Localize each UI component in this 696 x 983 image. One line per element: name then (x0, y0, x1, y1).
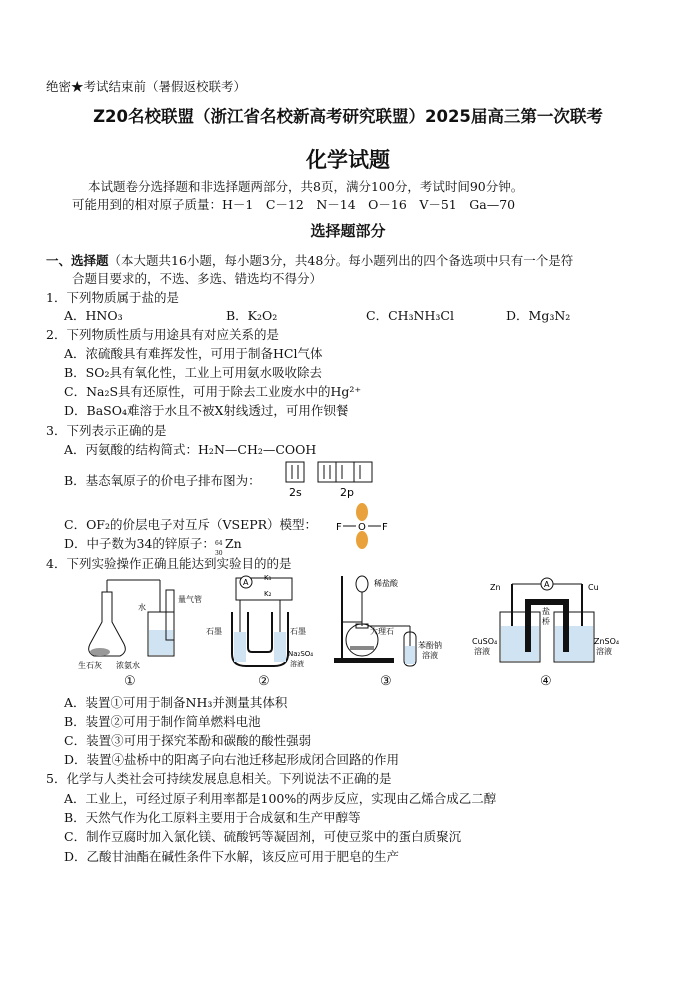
q2-option-b: B．SO₂具有氧化性，工业上可用氨水吸收除去 (64, 365, 323, 380)
figure-2-number: ② (258, 674, 270, 689)
q3-option-a: A．丙氨酸的结构简式：H₂N—CH₂—COOH (64, 442, 317, 457)
apparatus-1 (72, 572, 202, 672)
ammeter-label: A (243, 578, 249, 587)
nuclide-mass: 64 (214, 539, 223, 547)
label-2p: 2p (340, 486, 354, 499)
q1-option-a: A．HNO₃ (64, 308, 123, 323)
q4-option-c: C．装置③可用于探究苯酚和碳酸的酸性强弱 (64, 733, 312, 748)
q2-option-c: C．Na₂S具有还原性，可用于除去工业废水中的Hg²⁺ (64, 384, 362, 399)
q3-stem: 3．下列表示正确的是 (46, 423, 167, 438)
atom-f-left: F (336, 522, 342, 533)
label-gas-burette: 量气管 (178, 595, 202, 604)
label-2s: 2s (289, 486, 302, 499)
lone-pair-bottom (356, 531, 368, 549)
q2-option-d: D．BaSO₄难溶于水且不被X射线透过，可用作钡餐 (64, 403, 349, 418)
q3-option-d: D．中子数为34的锌原子： (64, 536, 215, 551)
apparatus-4 (472, 572, 622, 672)
q1-option-d: D．Mg₃N₂ (506, 308, 571, 323)
exam-title: Z20名校联盟（浙江省名校新高考研究联盟）2025届高三第一次联考 (93, 107, 603, 126)
label-marble: 大理石 (370, 627, 394, 636)
part1-desc-line1: （本大题共16小题，每小题3分，共48分。每小题列出的四个备选项中只有一个是符 (108, 253, 574, 268)
apparatus-2 (206, 572, 318, 672)
q4-option-a: A．装置①可用于制备NH₃并测量其体积 (64, 695, 288, 710)
part1-label: 一、选择题 (46, 253, 109, 268)
q5-stem: 5．化学与人类社会可持续发展息息相关。下列说法不正确的是 (46, 771, 392, 786)
q5-option-c: C．制作豆腐时加入氯化镁、硫酸钙等凝固剂，可使豆浆中的蛋白质聚沉 (64, 829, 462, 844)
atom-o: O (358, 522, 366, 533)
q2-option-a: A．浓硫酸具有难挥发性，可用于制备HCl气体 (64, 346, 323, 361)
ammeter-label: A (544, 580, 550, 589)
label-dilute-hcl: 稀盐酸 (374, 579, 398, 588)
switch-k1: K₁ (264, 574, 272, 582)
q3-option-c: C．OF₂的价层电子对互斥（VSEPR）模型： (64, 517, 318, 532)
orbital-2p-box-2 (336, 462, 354, 482)
q4-stem: 4．下列实验操作正确且能达到实验目的的是 (46, 556, 292, 571)
label-graphite-right: 石墨 (290, 627, 306, 636)
confidential-note: 绝密★考试结束前（暑假返校联考） (46, 79, 247, 94)
label-salt: 盐 (542, 607, 550, 616)
label-solution: 溶液 (422, 651, 438, 660)
lone-pair-top (356, 503, 368, 521)
figure-3-number: ③ (380, 674, 392, 689)
q1-stem: 1．下列物质属于盐的是 (46, 290, 179, 305)
section-title: 选择题部分 (310, 222, 386, 240)
q5-option-b: B．天然气作为化工原料主要用于合成氨和生产甲醇等 (64, 810, 361, 825)
part1-desc-line2: 合题目要求的，不选、多选、错选均不得分） (72, 271, 323, 286)
label-water: 水 (138, 603, 146, 612)
q1-option-b: B．K₂O₂ (226, 308, 278, 323)
q3-option-b: B．基态氧原子的价电子排布图为： (64, 473, 261, 488)
q2-stem: 2．下列物质性质与用途具有对应关系的是 (46, 327, 279, 342)
label-solution: 溶液 (474, 647, 490, 656)
q4-option-b: B．装置②可用于制作简单燃料电池 (64, 714, 261, 729)
orbital-2p-box-3 (354, 462, 372, 482)
switch-k2: K₂ (264, 590, 272, 598)
q5-option-a: A．工业上，可经过原子利用率都是100%的两步反应，实现由乙烯合成乙二醇 (64, 791, 497, 806)
nuclide-symbol: Zn (224, 536, 242, 551)
label-conc-ammonia: 浓氨水 (116, 661, 140, 670)
orbital-2s-box (286, 462, 304, 482)
label-sodium-phenoxide: 苯酚钠 (418, 641, 442, 650)
part1-header (46, 252, 573, 270)
exam-intro: 本试题卷分选择题和非选择题两部分，共8页，满分100分，考试时间90分钟。 (88, 179, 524, 194)
subject-title: 化学试题 (306, 148, 390, 172)
q4-option-d: D．装置④盐桥中的阳离子向右池迁移起形成闭合回路的作用 (64, 752, 400, 767)
figure-4-number: ④ (540, 674, 552, 689)
label-cuso4: CuSO₄ (472, 637, 498, 646)
label-solution: 溶液 (596, 647, 612, 656)
atomic-masses: 可能用到的相对原子质量：H－1 C－12 N－14 O－16 V－51 Ga—70 (72, 197, 516, 212)
apparatus-3 (330, 572, 450, 672)
vsepr-model (334, 500, 390, 550)
label-quicklime: 生石灰 (78, 661, 102, 670)
orbital-diagram (285, 460, 385, 500)
label-zn: Zn (490, 583, 501, 592)
q3-option-d-row (64, 535, 242, 557)
atom-f-right: F (382, 522, 388, 533)
nuclide-z: 30 (214, 549, 223, 557)
figure-1-number: ① (124, 674, 136, 689)
label-cu: Cu (588, 583, 599, 592)
label-graphite-left: 石墨 (206, 627, 222, 636)
label-znso4: ZnSO₄ (594, 637, 620, 646)
q1-option-c: C．CH₃NH₃Cl (366, 308, 454, 323)
label-na2so4: Na₂SO₄ (288, 650, 314, 658)
label-bridge: 桥 (542, 617, 550, 626)
label-solution: 溶液 (290, 660, 304, 668)
q5-option-d: D．乙酸甘油酯在碱性条件下水解，该反应可用于肥皂的生产 (64, 849, 400, 864)
orbital-2p-box-1 (318, 462, 336, 482)
